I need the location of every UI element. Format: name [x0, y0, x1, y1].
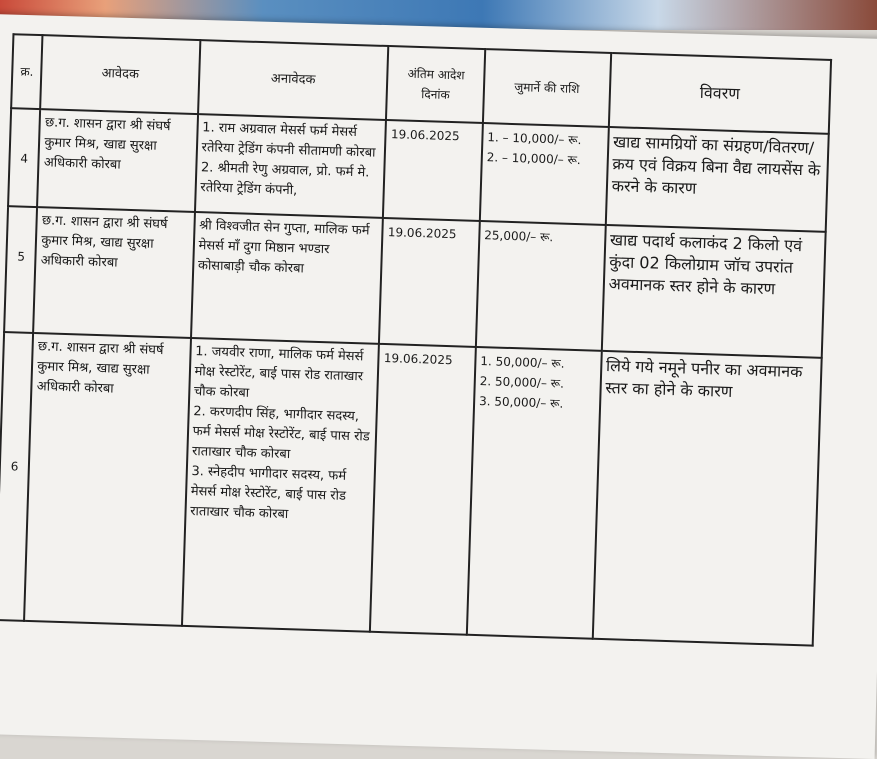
cell-respondent — [182, 338, 380, 632]
cell-serial-no — [8, 108, 40, 207]
fine-entry: 2. 50,000/– रू. — [479, 374, 565, 391]
header-final-order-date: अंतिम आदेश दिनांक — [386, 46, 485, 123]
cell-order-date: 19.06.2025 — [379, 218, 479, 347]
respondent-entry: 2. श्रीमती रेणु अग्रवाल, प्रो. फर्म मे. रतेरिया ट्रेडिंग कंपनी, — [200, 160, 370, 199]
cell-details: खाद्य पदार्थ कलाकंद 2 किलो एवं कुंदा 02 किलोग्राम जॉच उपरांत अवमानक स्तर होने के कारण — [602, 225, 826, 358]
cell-order-date: 19.06.2025 — [370, 344, 475, 635]
fine-entry: 3. 50,000/– रू. — [478, 394, 564, 411]
header-respondent: अनावेदक — [198, 40, 389, 120]
header-serial-no: क्र. — [11, 34, 43, 109]
fine-entry: 2. – 10,000/– रू. — [486, 150, 581, 168]
cell-serial-no — [4, 206, 37, 333]
cell-respondent — [191, 212, 384, 344]
serial-no: 6 — [10, 459, 19, 474]
cell-applicant: छ.ग. शासन द्वारा श्री संघर्ष कुमार मिश्र, खाद्य सुरक्षा अधिकारी कोरबा — [33, 207, 194, 338]
table-row — [0, 332, 822, 646]
cell-fine — [467, 347, 602, 639]
cell-order-date: 19.06.2025 — [383, 120, 482, 221]
document-page — [0, 14, 877, 759]
court-orders-table — [0, 33, 832, 646]
respondent-entry: 1. राम अग्रवाल मेसर्स फर्म मेसर्स रतेरिया ट्रेडिंग कंपनी सीतामणी कोरबा — [201, 120, 376, 161]
cell-fine — [476, 221, 606, 351]
respondent-entry: 3. स्नेहदीप भागीदार सदस्य, फर्म मेसर्स मोक्ष रेस्टोरेंट, बाई पास रोड राताखार चौक कोरबा — [189, 464, 347, 523]
cell-details: लिये गये नमूने पनीर का अवमानक स्तर का होने के कारण — [593, 351, 822, 646]
cell-respondent — [195, 114, 387, 218]
cell-details: खाद्य सामग्रियों का संग्रहण/वितरण/क्रय एवं विक्रय बिना वैद्य लायसेंस के करने के कारण — [606, 127, 829, 232]
serial-no: 4 — [20, 151, 29, 166]
serial-no: 5 — [17, 249, 26, 264]
fine-entry: 25,000/– रू. — [484, 228, 554, 245]
header-applicant: आवेदक — [40, 35, 200, 114]
document-sheet — [0, 33, 832, 646]
respondent-entry: 1. जयवीर राणा, मालिक फर्म मेसर्स मोक्ष रेस्टोरेंट, बाई पास रोड राताखार चौक कोरबा — [193, 344, 364, 401]
fine-entry: 1. 50,000/– रू. — [480, 354, 565, 371]
cell-fine — [480, 123, 609, 225]
cell-applicant: छ.ग. शासन द्वारा श्री संघर्ष कुमार मिश्र, खाद्य सुरक्षा अधिकारी कोरबा — [37, 109, 197, 212]
respondent-entry: श्री विश्वजीत सेन गुप्ता, मालिक फर्म मेसर्स माँ दुगा मिष्ठान भण्डार कोसाबाड़ी चौक कोरबा — [197, 218, 370, 277]
fine-entry: 1. – 10,000/– रू. — [487, 130, 582, 148]
header-details: विवरण — [609, 53, 831, 134]
cell-applicant: छ.ग. शासन द्वारा श्री संघर्ष कुमार मिश्र, खाद्य सुरक्षा अधिकारी कोरबा — [24, 333, 190, 626]
header-fine-amount: जुमार्ने की राशि — [483, 49, 611, 127]
respondent-entry: 2. करणदीप सिंह, भागीदार सदस्य, फर्म मेसर्स मोक्ष रेस्टोरेंट, बाई पास रोड राताखार चौक कोरबा — [191, 404, 370, 463]
